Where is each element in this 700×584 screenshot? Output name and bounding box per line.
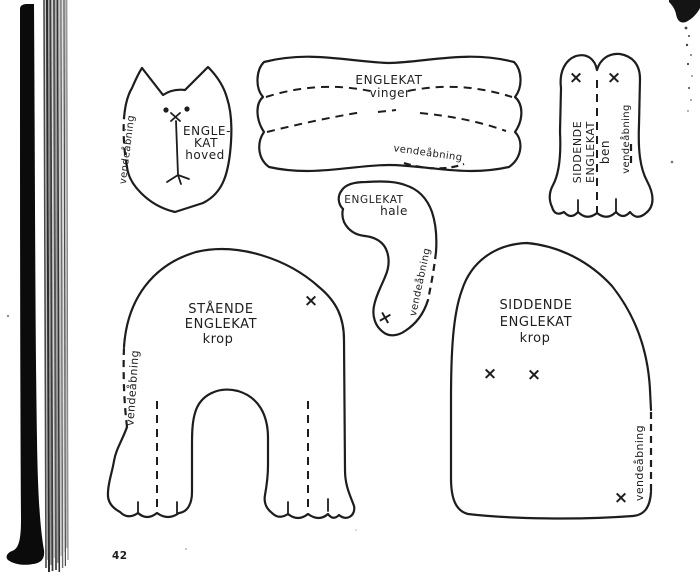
piece-tail [339,181,437,335]
legs-label-line1: SIDDENDE [571,120,584,184]
standing-label-line2: ENGLEKAT [184,317,258,332]
head-seam-label: vendeåbning [117,114,138,185]
standing-label-line1: STÅENDE [188,302,254,317]
tail-seam-label: vendeåbning [407,246,434,318]
legs-label-line2: ENGLEKAT [584,121,597,183]
standing-body-outline [108,249,354,518]
wings-label-line2: vinger [369,86,411,100]
nose-x [171,113,180,121]
piece-legs [550,54,653,217]
book-binding [7,0,700,572]
piece-head [116,67,232,212]
x-placement-mark: × [613,488,629,508]
legs-outline [550,54,653,217]
sitting-body-outline [451,243,651,518]
wings-label-line1: ENGLEKAT [355,73,423,87]
standing-seam-label: vendeåbning [123,349,142,427]
standing-label-line3: krop [202,332,234,347]
right-eye [184,106,189,111]
piece-standing-body [108,249,354,518]
page-number: 42 [112,550,128,562]
scan-speckles [7,27,693,550]
sitting-label-line2: ENGLEKAT [499,315,573,330]
head-label-line2: KAT [193,136,219,150]
legs-seam-label: vendeåbning [621,104,632,174]
x-placement-mark: × [606,68,622,88]
wings-feather-line-lower [267,110,506,132]
sitting-label-line3: krop [519,331,551,346]
x-placement-mark: × [526,365,542,385]
piece-sitting-body [451,243,651,518]
x-placement-mark: × [568,68,584,88]
cat-face [163,106,189,184]
x-placement-mark: × [303,291,319,311]
x-placement-mark: × [375,306,395,330]
sitting-label-line1: SIDDENDE [499,298,573,313]
mouth-fork [167,175,189,184]
binding-page-edges-texture [44,0,68,572]
legs-label-line3: ben [598,139,612,165]
binding-cover-band [7,4,45,565]
left-eye [163,107,168,112]
mouth-line [176,121,178,175]
head-outline-upper-left [124,68,142,118]
sitting-seam-label: vendeåbning [633,424,646,502]
scan-smudge-top-right [669,0,700,23]
tail-label-line2: hale [380,204,408,218]
piece-wings [257,57,521,171]
wings-seam-label: vendeåbning [392,143,464,164]
tail-label-line1: ENGLEKAT [344,194,404,206]
x-placement-mark: × [482,364,498,384]
head-label-line1: ENGLE- [182,124,232,138]
standing-toe-ticks [138,499,328,514]
head-label-line3: hoved [185,148,225,162]
